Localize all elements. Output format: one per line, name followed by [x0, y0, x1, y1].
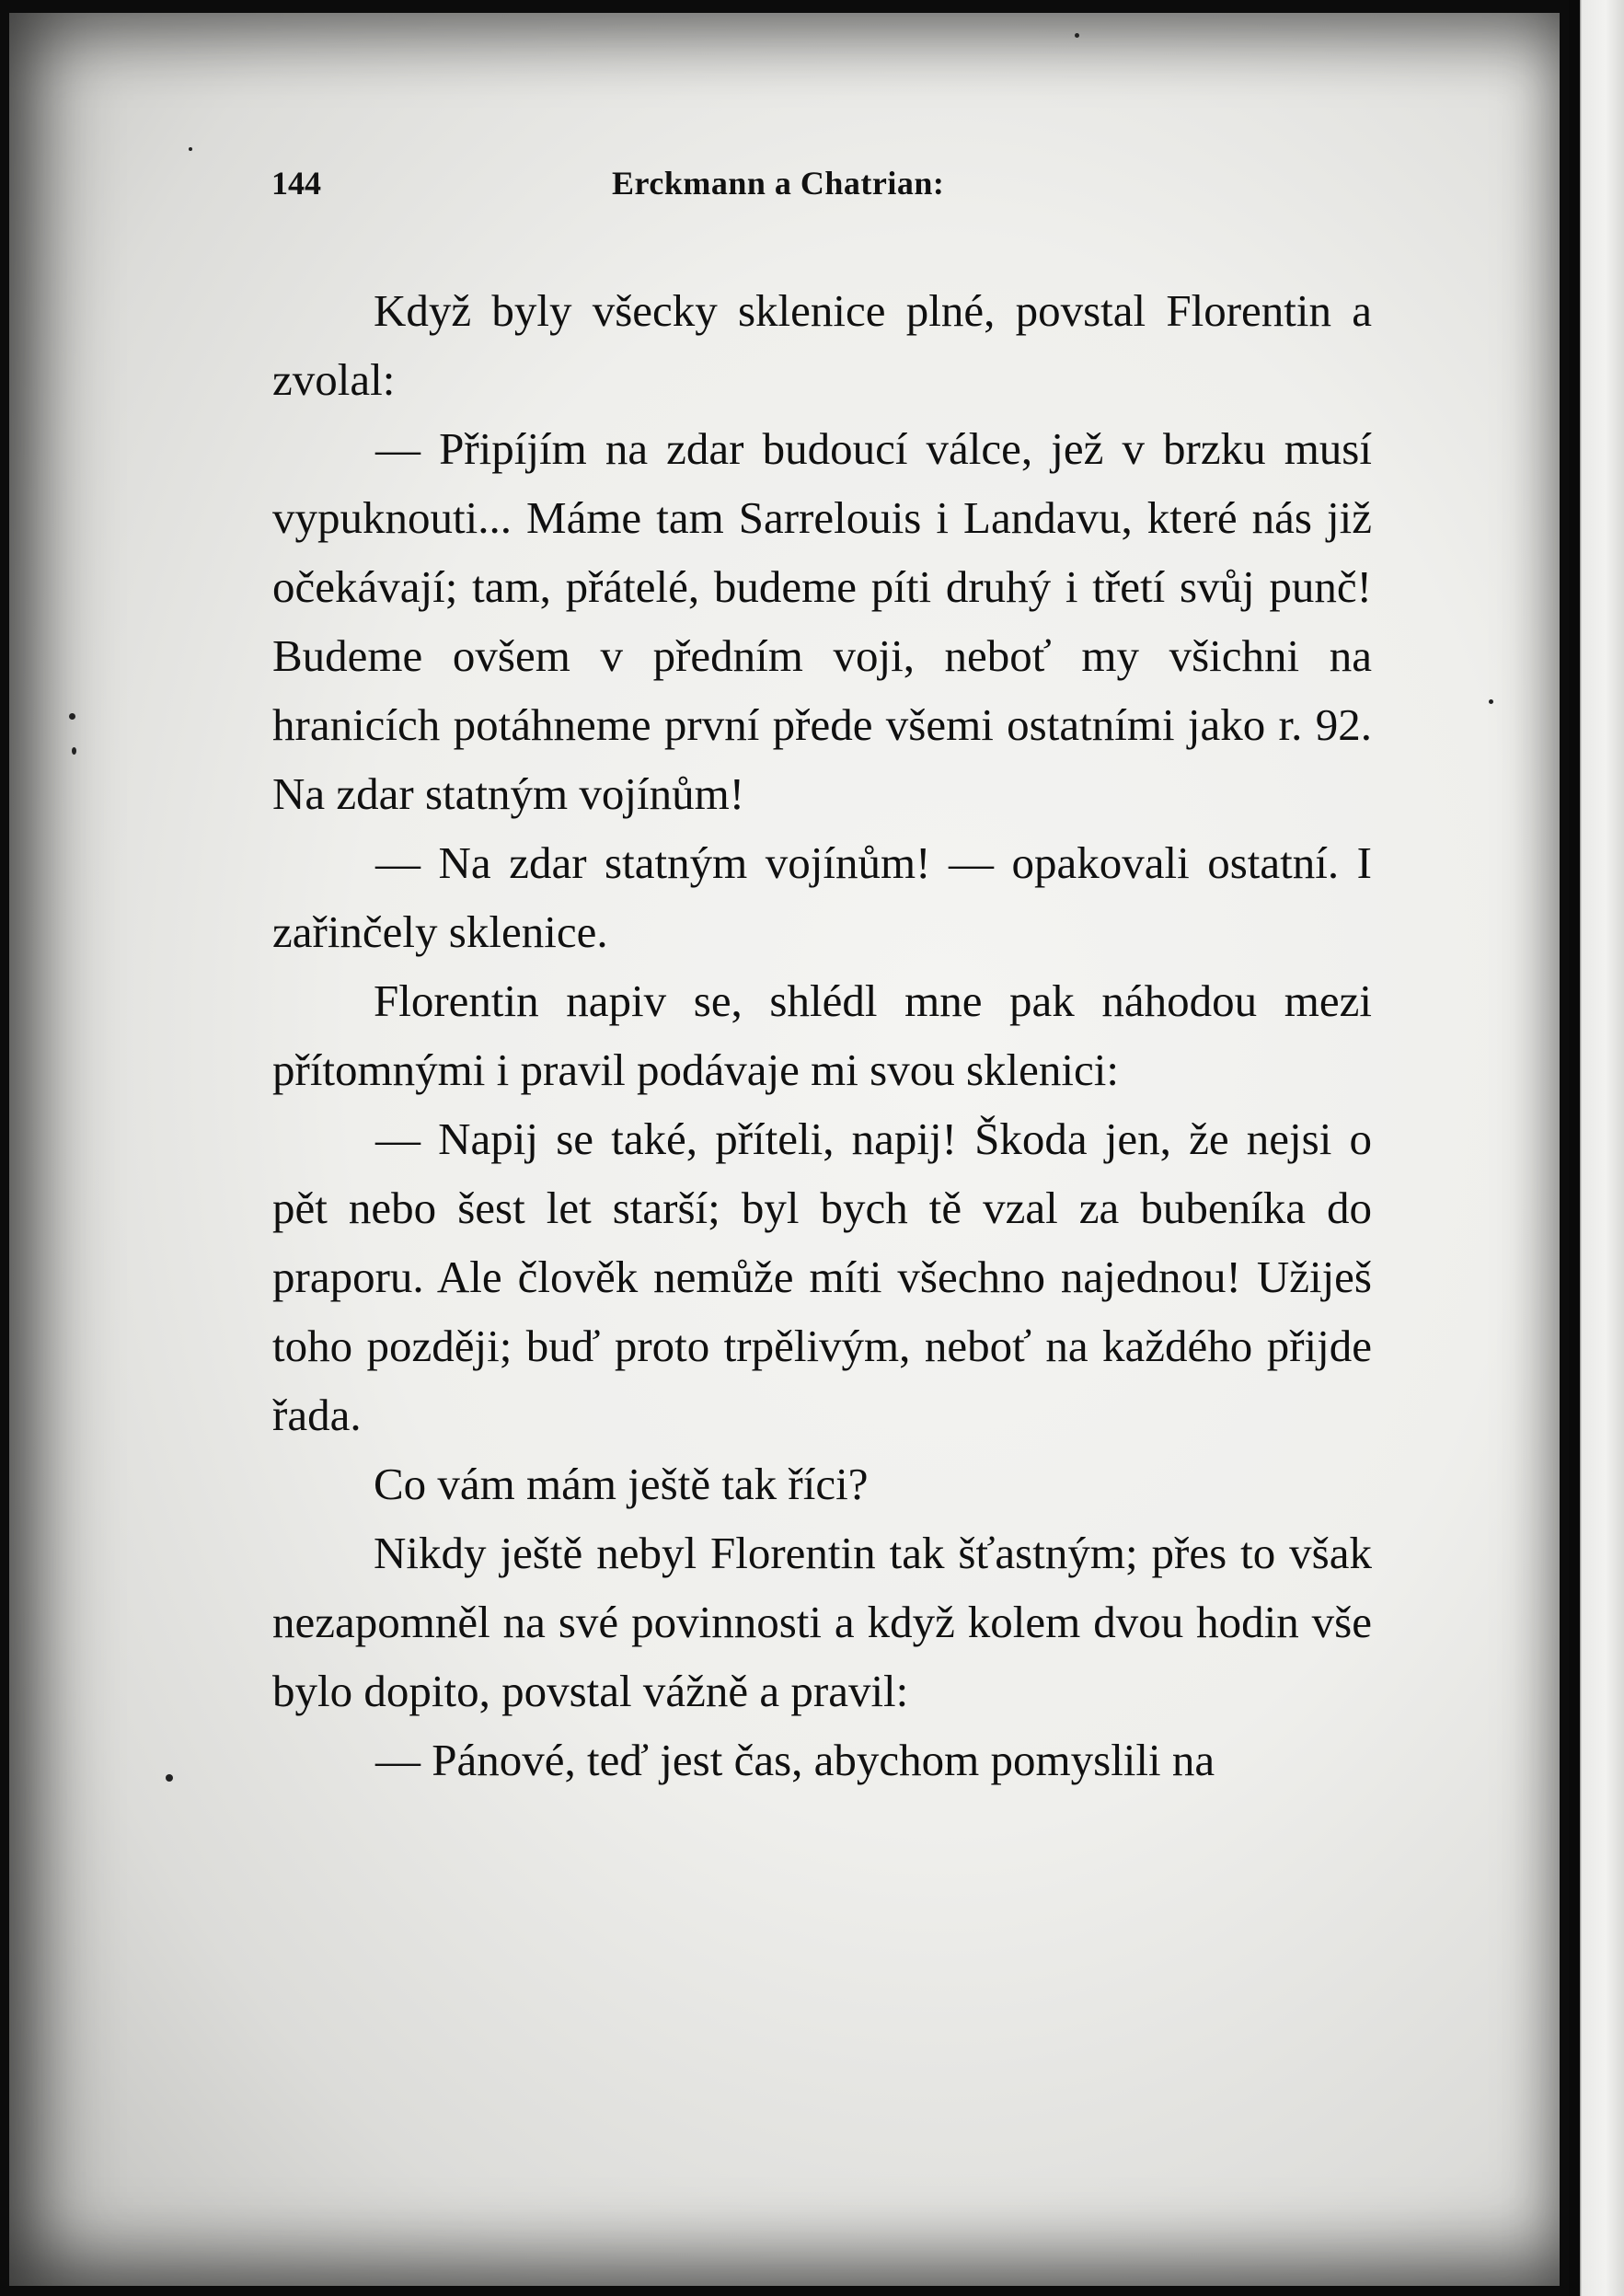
paragraph: — Napij se také, příteli, napij! Škoda jen, že nejsi o pět nebo šest let starší; byl bych tě vzal za bubeníka do praporu. Ale člověk nemůže míti všechno najednou! Užiješ toho později; buď proto trpělivým, neboť na každého přijde řada.: [272, 1113, 1372, 1440]
paragraph: Co vám mám ještě tak říci?: [374, 1459, 869, 1509]
paragraph: — Pánové, teď jest čas, abychom pomyslili na: [375, 1735, 1215, 1785]
page-header: [271, 164, 1035, 204]
paragraph: — Na zdar statným vojínům! — opakovali ostatní. I zařinčely sklenice.: [272, 837, 1372, 957]
next-page-edge: [1569, 0, 1624, 2296]
running-head: Erckmann a Chatrian:: [612, 165, 945, 202]
page-number: 144: [271, 165, 321, 202]
paragraph: Když byly všecky sklenice plné, povstal Florentin a zvolal:: [272, 285, 1372, 405]
paragraph: Nikdy ještě nebyl Florentin tak šťastným; přes to však nezapomněl na své povinnosti a když kolem dvou hodin vše bylo dopito, povstal vážně a pravil:: [272, 1528, 1372, 1716]
page-body: [272, 276, 1372, 1794]
paragraph: — Připíjím na zdar budoucí válce, jež v brzku musí vypuknouti... Máme tam Sarrelouis i Landavu, které nás již očekávají; tam, přátelé, budeme píti druhý i třetí svůj punč! Budeme ovšem v předním voji, neboť my všichni na hranicích potáhneme první přede všemi ostatními jako r. 92. Na zdar statným vojínům!: [272, 423, 1372, 819]
paragraph: Florentin napiv se, shlédl mne pak náhodou mezi přítomnými i pravil podávaje mi svou sklenici:: [272, 975, 1372, 1095]
